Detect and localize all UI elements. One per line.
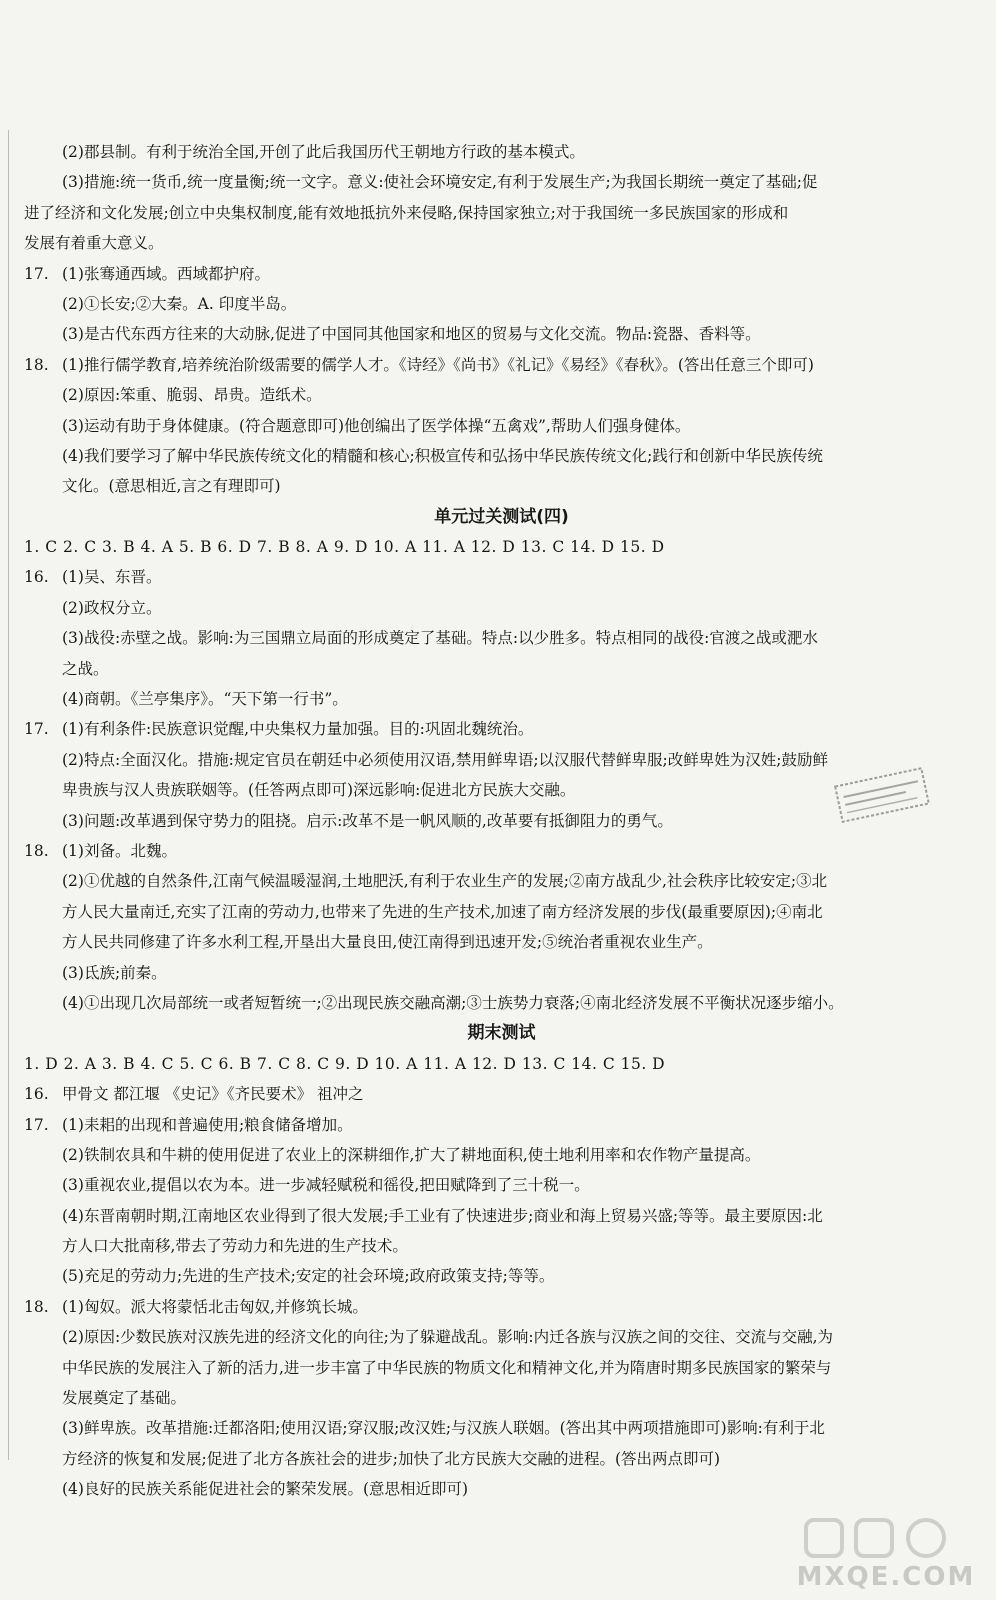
- answer-text: (1)刘备。北魏。: [62, 841, 177, 860]
- answer-text: (1)推行儒学教育,培养统治阶级需要的儒学人才。《诗经》《尚书》《礼记》《易经》《春秋》。(答出任意三个即可): [62, 355, 814, 374]
- question-line: [24, 1110, 979, 1140]
- answer-text: 甲骨文 都江堰 《史记》《齐民要术》 祖冲之: [62, 1085, 364, 1104]
- question-number: 18.: [24, 1297, 49, 1316]
- answer-text: (3)问题:改革遇到保守势力的阻挠。启示:改革不是一帆风顺的,改革要有抵御阻力的勇气。: [62, 811, 673, 830]
- answer-text: (2)原因:笨重、脆弱、昂贵。造纸术。: [62, 386, 322, 405]
- answer-document: [24, 137, 979, 1505]
- choice-answers: 1. C 2. C 3. B 4. A 5. B 6. D 7. B 8. A 9. D 10. A 11. A 12. D 13. C 14. D 15. D: [24, 538, 665, 557]
- watermark-text: MXQE.COM: [796, 1562, 976, 1592]
- answer-text: (2)政权分立。: [62, 598, 162, 617]
- answer-text: (3)重视农业,提倡以农为本。进一步减轻赋税和徭役,把田赋降到了三十税一。: [62, 1176, 590, 1195]
- page-margin-line: [8, 130, 9, 1460]
- answer-text: 方人口大批南移,带去了劳动力和先进的生产技术。: [62, 1237, 408, 1256]
- answer-text: (3)运动有助于身体健康。(符合题意即可)他创编出了医学体操“五禽戏”,帮助人们强身健体。: [62, 416, 691, 435]
- question-number: 18.: [24, 355, 49, 374]
- section-heading: 单元过关测试(四): [434, 506, 569, 527]
- answer-text: (2)铁制农具和牛耕的使用促进了农业上的深耕细作,扩大了耕地面积,使土地利用率和农作物产量提高。: [62, 1145, 761, 1164]
- answer-text: 中华民族的发展注入了新的活力,进一步丰富了中华民族的物质文化和精神文化,并为隋唐时期多民族国家的繁荣与: [62, 1358, 832, 1377]
- answer-text: 之战。: [62, 659, 109, 678]
- answer-text: 文化。(意思相近,言之有理即可): [62, 477, 281, 496]
- answer-text: (3)战役:赤壁之战。影响:为三国鼎立局面的形成奠定了基础。特点:以少胜多。特点相同的战役:官渡之战或淝水: [62, 629, 818, 648]
- answer-text: (2)①优越的自然条件,江南气候温暖湿润,土地肥沃,有利于农业生产的发展;②南方战乱少,社会秩序比较安定;③北: [62, 872, 828, 891]
- question-line: [24, 714, 979, 744]
- answer-text: (1)有利条件:民族意识觉醒,中央集权力量加强。目的:巩固北魏统治。: [62, 720, 534, 739]
- question-line: [24, 259, 979, 289]
- answer-text: (2)原因:少数民族对汉族先进的经济文化的向往;为了躲避战乱。影响:内迁各族与汉族之间的交往、交流与交融,为: [62, 1328, 834, 1347]
- question-line: [24, 836, 979, 866]
- answer-text: (2)①长安;②大秦。A. 印度半岛。: [62, 294, 297, 313]
- answer-text: 卑贵族与汉人贵族联姻等。(任答两点即可)深远影响:促进北方民族大交融。: [62, 781, 576, 800]
- answer-text: 方人民大量南迁,充实了江南的劳动力,也带来了先进的生产技术,加速了南方经济发展的步伐(最重要原因);④南北: [62, 902, 823, 921]
- answer-text: (4)东晋南朝时期,江南地区农业得到了很大发展;手工业有了快速进步;商业和海上贸易兴盛;等等。最主要原因:北: [62, 1206, 823, 1225]
- answer-text: (1)匈奴。派大将蒙恬北击匈奴,并修筑长城。: [62, 1297, 368, 1316]
- watermark-logo: [786, 1512, 986, 1592]
- answer-text: 进了经济和文化发展;创立中央集权制度,能有效地抵抗外来侵略,保持国家独立;对于我国统一多民族国家的形成和: [24, 203, 789, 222]
- answer-text: (3)氐族;前秦。: [62, 963, 167, 982]
- question-number: 16.: [24, 1085, 49, 1104]
- answer-text: (4)我们要学习了解中华民族传统文化的精髓和核心;积极宣传和弘扬中华民族传统文化;践行和创新中华民族传统: [62, 446, 823, 465]
- answer-text: 发展有着重大意义。: [24, 234, 164, 253]
- answer-text: (4)①出现几次局部统一或者短暂统一;②出现民族交融高潮;③士族势力衰落;④南北经济发展不平衡状况逐步缩小。: [62, 993, 844, 1012]
- question-line: [24, 562, 979, 592]
- question-line: [24, 350, 979, 380]
- question-line: [24, 1292, 979, 1322]
- watermark-icon: [786, 1512, 986, 1562]
- answer-text: (4)良好的民族关系能促进社会的繁荣发展。(意思相近即可): [62, 1480, 469, 1499]
- answer-text: (1)吴、东晋。: [62, 568, 162, 587]
- answer-text: (2)郡县制。有利于统治全国,开创了此后我国历代王朝地方行政的基本模式。: [62, 143, 585, 161]
- question-number: 17.: [24, 720, 49, 739]
- question-number: 16.: [24, 568, 49, 587]
- answer-text: (3)鲜卑族。改革措施:迁都洛阳;使用汉语;穿汉服;改汉姓;与汉族人联姻。(答出其中两项措施即可)影响:有利于北: [62, 1419, 825, 1438]
- question-number: 17.: [24, 264, 49, 283]
- answer-text: (2)特点:全面汉化。措施:规定官员在朝廷中必须使用汉语,禁用鲜卑语;以汉服代替鲜卑服;改鲜卑姓为汉姓;鼓励鲜: [62, 750, 828, 769]
- answer-text: 发展奠定了基础。: [62, 1389, 187, 1408]
- section-heading: 期末测试: [467, 1023, 536, 1044]
- answer-text: 方经济的恢复和发展;促进了北方各族社会的进步;加快了北方民族大交融的进程。(答出两点即可): [62, 1449, 721, 1468]
- answer-text: 方人民共同修建了许多水利工程,开垦出大量良田,使江南得到迅速开发;⑤统治者重视农业生产。: [62, 933, 713, 952]
- answer-text: (1)张骞通西域。西域都护府。: [62, 264, 270, 283]
- question-number: 17.: [24, 1115, 49, 1134]
- answer-text: (3)是古代东西方往来的大动脉,促进了中国同其他国家和地区的贸易与文化交流。物品:瓷器、香料等。: [62, 325, 761, 344]
- choice-answers: 1. D 2. A 3. B 4. C 5. C 6. B 7. C 8. C 9. D 10. A 11. A 12. D 13. C 14. C 15. D: [24, 1054, 666, 1073]
- answer-text: (1)耒耜的出现和普遍使用;粮食储备增加。: [62, 1115, 353, 1134]
- answer-text: (3)措施:统一货币,统一度量衡;统一文字。意义:使社会环境安定,有利于发展生产;为我国长期统一奠定了基础;促: [62, 173, 818, 192]
- answer-text: (5)充足的劳动力;先进的生产技术;安定的社会环境;政府政策支持;等等。: [62, 1267, 555, 1286]
- question-number: 18.: [24, 841, 49, 860]
- question-line: [24, 1079, 979, 1109]
- answer-text: (4)商朝。《兰亭集序》。“天下第一行书”。: [62, 690, 348, 709]
